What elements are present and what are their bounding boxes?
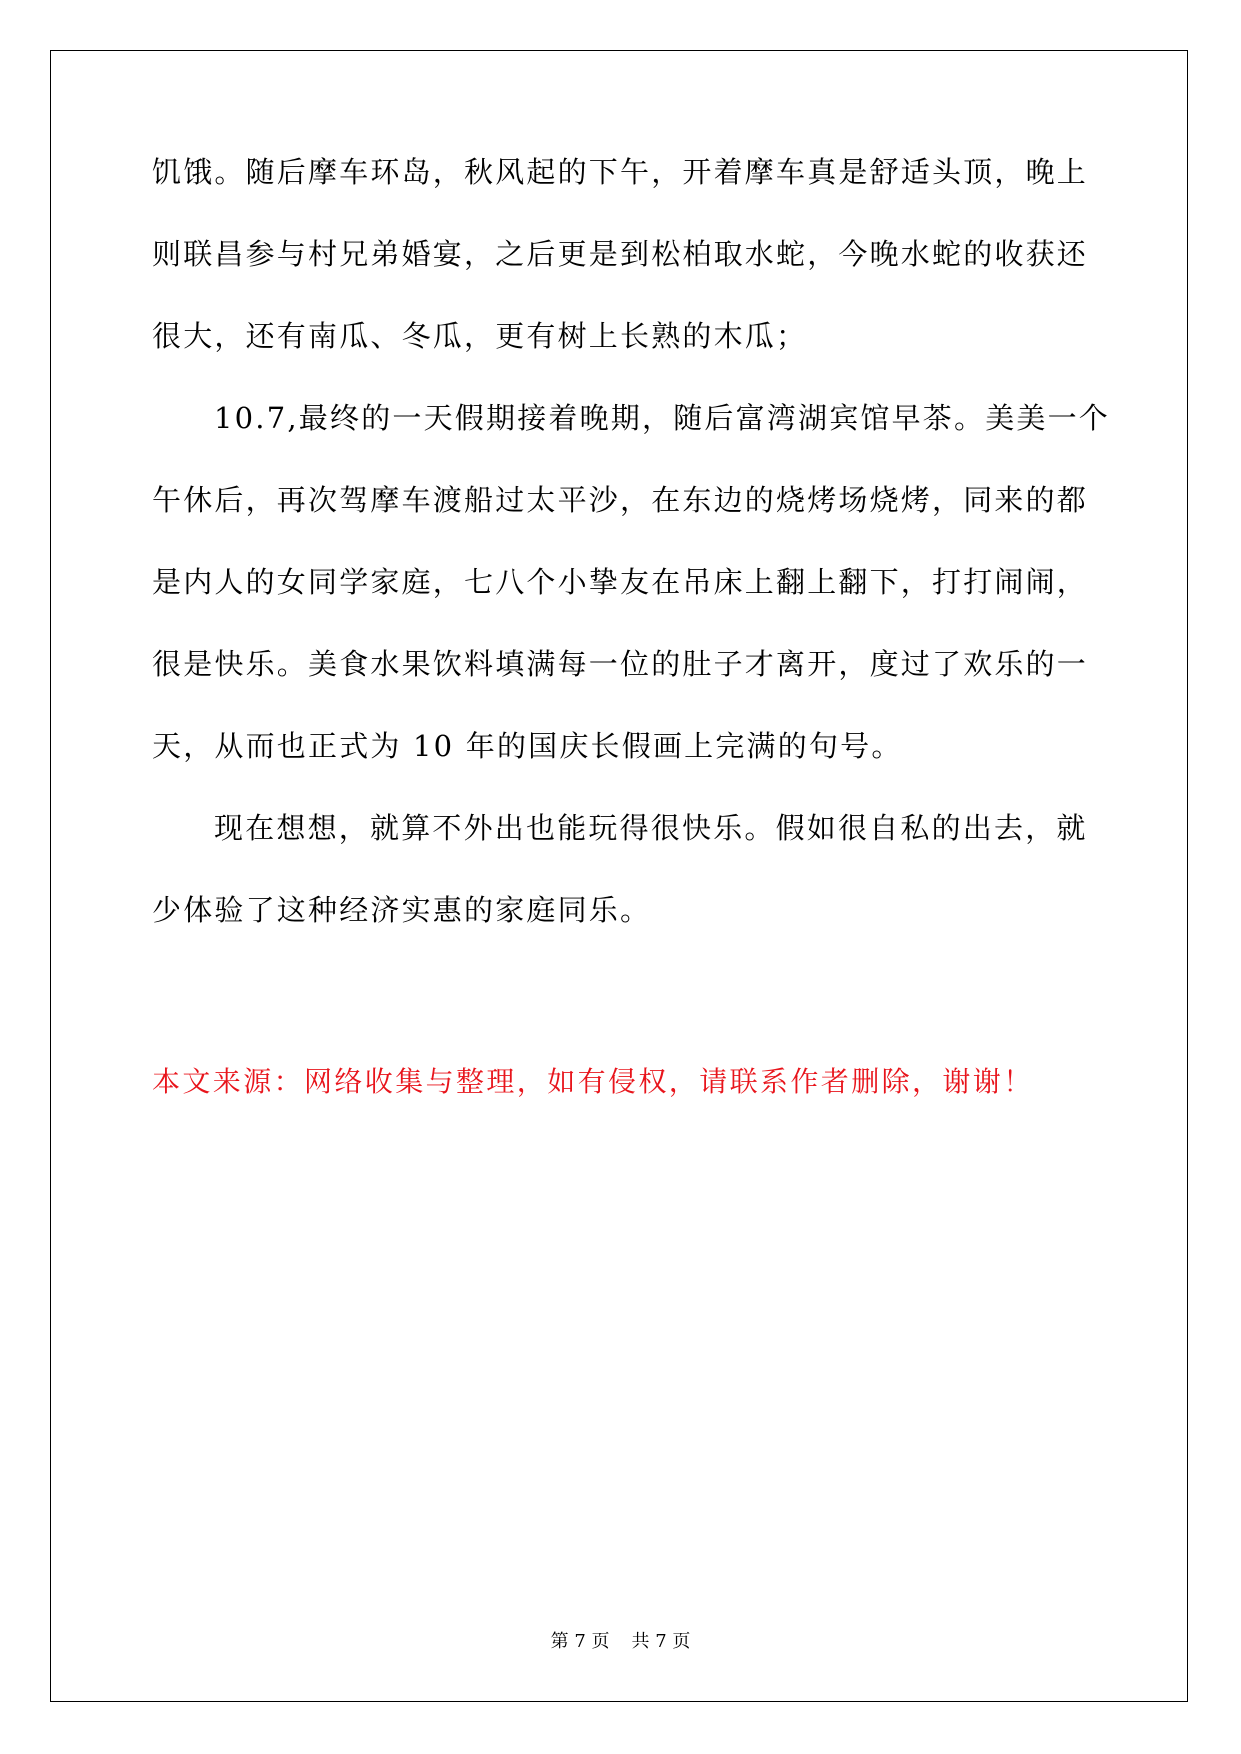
paragraph-2-line-3: 是内人的女同学家庭，七八个小挚友在吊床上翻上翻下，打打闹闹，: [152, 565, 1089, 599]
paragraph-2-line-2: 午休后，再次驾摩车渡船过太平沙，在东边的烧烤场烧烤，同来的都: [152, 483, 1089, 517]
paragraph-2-line-1: 10.7,最终的一天假期接着晚期，随后富湾湖宾馆早茶。美美一个: [214, 401, 1110, 435]
total-pages-label: 共 7 页: [631, 1631, 691, 1652]
page-footer: [0, 1631, 1241, 1653]
paragraph-1-line-3: 很大，还有南瓜、冬瓜，更有树上长熟的木瓜；: [152, 319, 808, 353]
document-body: [152, 155, 1110, 976]
paragraph-2-line-4: 很是快乐。美食水果饮料填满每一位的肚子才离开，度过了欢乐的一: [152, 647, 1089, 681]
paragraph-3-line-2: 少体验了这种经济实惠的家庭同乐。: [152, 893, 652, 927]
paragraph-2-line-5: 天，从而也正式为 10 年的国庆长假画上完满的句号。: [152, 729, 903, 763]
paragraph-1-line-2: 则联昌参与村兄弟婚宴，之后更是到松柏取水蛇，今晚水蛇的收获还: [152, 237, 1089, 271]
paragraph-3-line-1: 现在想想，就算不外出也能玩得很快乐。假如很自私的出去，就: [214, 811, 1088, 845]
source-note: 本文来源：网络收集与整理，如有侵权，请联系作者删除，谢谢！: [152, 1065, 1034, 1098]
current-page-label: 第 7 页: [550, 1631, 610, 1652]
paragraph-1-line-1: 饥饿。随后摩车环岛，秋风起的下午，开着摩车真是舒适头顶，晚上: [152, 155, 1089, 189]
